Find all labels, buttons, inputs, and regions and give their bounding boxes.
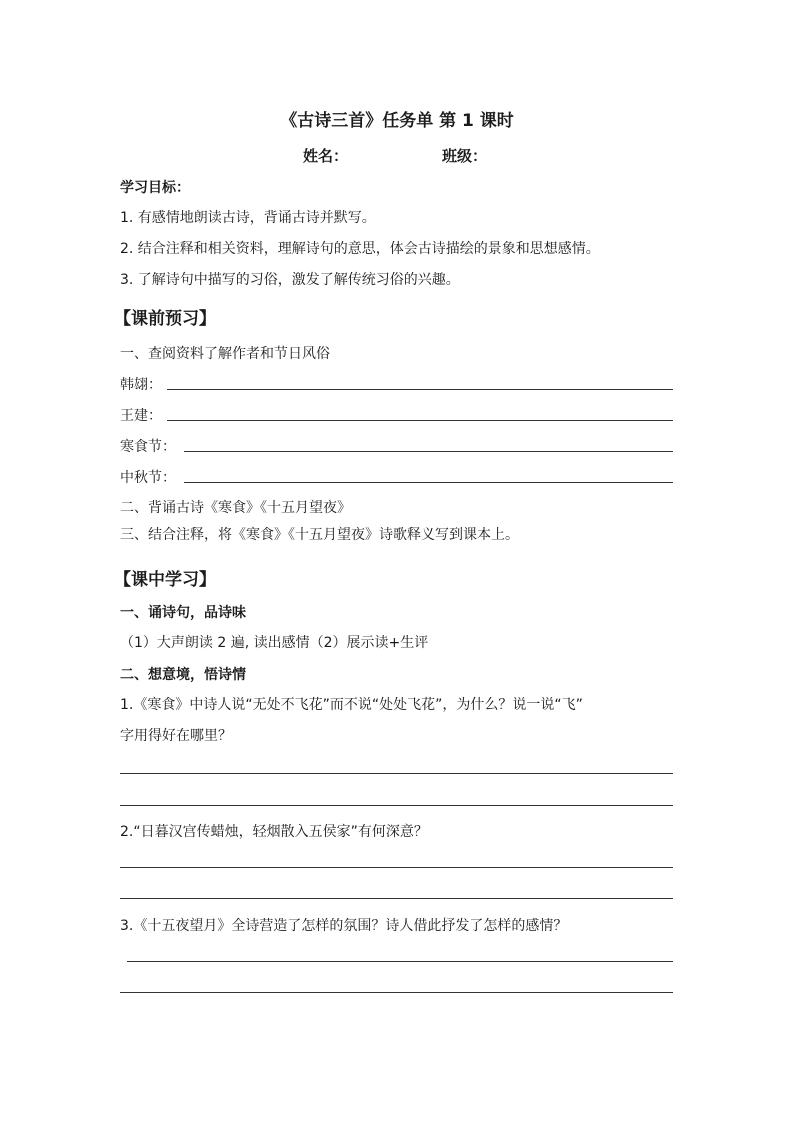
class-label: 班级： bbox=[442, 147, 488, 165]
answer-line-zhongqiu[interactable] bbox=[184, 482, 673, 483]
field-label-hanhong: 韩翃： bbox=[120, 377, 162, 393]
preview-heading: 【课前预习】 bbox=[114, 309, 216, 329]
answer-line-q2-b[interactable] bbox=[120, 898, 673, 899]
preview-task-1: 一、查阅资料了解作者和节日风俗 bbox=[120, 346, 330, 362]
objective-item: 3. 了解诗句中描写的习俗，激发了解传统习俗的兴趣。 bbox=[120, 272, 460, 288]
objective-item: 1. 有感情地朗读古诗，背诵古诗并默写。 bbox=[120, 210, 376, 226]
page-title: 《古诗三首》任务单 第 1 课时 bbox=[280, 111, 514, 131]
answer-line-hanhong[interactable] bbox=[167, 389, 673, 390]
question-3: 3.《十五夜望月》全诗营造了怎样的氛围？诗人借此抒发了怎样的感情？ bbox=[120, 918, 568, 934]
question-2: 2.“日暮汉宫传蜡烛，轻烟散入五侯家”有何深意？ bbox=[120, 824, 428, 840]
part-2-title: 二、想意境，悟诗情 bbox=[120, 667, 246, 683]
answer-line-q1-a[interactable] bbox=[120, 773, 673, 774]
answer-line-q3-a[interactable] bbox=[127, 961, 673, 962]
answer-line-hanshi[interactable] bbox=[184, 451, 673, 452]
answer-line-wangjian[interactable] bbox=[167, 420, 673, 421]
part-1-text: （1）大声朗读 2 遍, 读出感情（2）展示读+生评 bbox=[120, 635, 429, 651]
inclass-heading: 【课中学习】 bbox=[114, 570, 216, 590]
objective-item: 2. 结合注释和相关资料，理解诗句的意思，体会古诗描绘的景象和思想感情。 bbox=[120, 241, 600, 257]
question-1-line-2: 字用得好在哪里？ bbox=[120, 728, 232, 744]
preview-task-2: 二、背诵古诗《寒食》《十五月望夜》 bbox=[120, 500, 351, 516]
answer-line-q1-b[interactable] bbox=[120, 805, 673, 806]
field-label-wangjian: 王建： bbox=[120, 408, 162, 424]
objectives-heading: 学习目标： bbox=[120, 180, 190, 196]
preview-task-3: 三、结合注释，将《寒食》《十五月望夜》诗歌释义写到课本上。 bbox=[120, 527, 519, 543]
name-label: 姓名： bbox=[303, 147, 349, 165]
field-label-hanshi: 寒食节： bbox=[120, 439, 176, 455]
answer-line-q3-b[interactable] bbox=[120, 992, 673, 993]
answer-line-q2-a[interactable] bbox=[120, 867, 673, 868]
field-label-zhongqiu: 中秋节： bbox=[120, 470, 176, 486]
part-1-title: 一、诵诗句，品诗味 bbox=[120, 605, 246, 621]
question-1-line-1: 1.《寒食》中诗人说“无处不飞花”而不说“处处飞花”，为什么？说一说“飞” bbox=[120, 697, 583, 713]
